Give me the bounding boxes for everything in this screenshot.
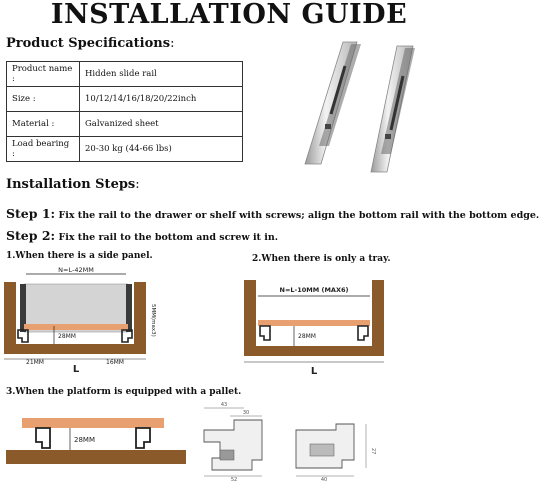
right-side-panel [134, 282, 146, 354]
spec-value: 20-30 kg (44-66 lbs) [80, 137, 243, 162]
spec-value: Hidden slide rail [80, 62, 243, 87]
slide-rail-product-image [285, 36, 455, 176]
specs-heading [6, 36, 174, 51]
dim-top-label: 43 [220, 402, 228, 408]
dim-bottom2-label: 40 [320, 477, 328, 483]
diagram-1-caption: 1.When there is a side panel. [6, 251, 153, 261]
step-1 [6, 206, 539, 221]
left-side-panel [4, 282, 16, 354]
page-title: INSTALLATION GUIDE [50, 0, 408, 30]
step-1-label: Step 1: [6, 206, 56, 221]
step-2-label: Step 2: [6, 228, 56, 243]
steps-heading-text: Installation Steps [6, 177, 136, 192]
step-1-text: Fix the rail to the drawer or shelf with screws; align the bottom rail with the bottom edge. [58, 210, 539, 221]
spec-value: Galvanized sheet [80, 112, 243, 137]
table-row [7, 87, 243, 112]
table-row [7, 137, 243, 162]
spec-key: Material : [7, 112, 80, 137]
length-label: L [72, 364, 80, 375]
specs-heading-text: Product Specifications [6, 36, 171, 51]
right-gap-label: 16MM [106, 359, 124, 366]
diagram-pallet [4, 402, 188, 474]
height-label: 28MM [74, 436, 95, 444]
dim-mid-label: 30 [242, 410, 250, 416]
diagram-3-caption: 3.When the platform is equipped with a pallet. [6, 387, 242, 397]
diagram-tray [240, 274, 390, 378]
specs-heading-suffix: : [170, 36, 175, 51]
steps-heading [6, 177, 140, 192]
height-label: 28MM [58, 333, 76, 340]
dim-bottom-label: 52 [230, 477, 238, 483]
pallet [22, 418, 164, 428]
diagram-2-caption: 2.When there is only a tray. [252, 254, 391, 264]
profile-1-roller [220, 450, 234, 460]
table-row [7, 62, 243, 87]
platform [6, 450, 186, 464]
width-label: N=L-42MM [58, 266, 94, 274]
length-label: L [310, 366, 318, 377]
width-label: N=L-10MM (MAX6) [279, 286, 349, 294]
table-row [7, 112, 243, 137]
spec-value: 10/12/14/16/18/20/22inch [80, 87, 243, 112]
steps-heading-suffix: : [135, 177, 140, 192]
spec-key: Size : [7, 87, 80, 112]
step-2 [6, 228, 458, 243]
bottom-panel [4, 344, 146, 354]
spec-table [6, 61, 243, 162]
rail-left [260, 326, 270, 340]
drawer-bottom [24, 324, 128, 330]
rail-right [136, 428, 150, 448]
rail-profile-drawings [190, 400, 456, 482]
profile-1 [204, 420, 262, 470]
side-label: 5MM(max3) [150, 304, 156, 337]
left-side-panel [244, 280, 256, 356]
rail-left [36, 428, 50, 448]
left-gap-label: 21MM [26, 359, 44, 366]
diagram-side-panel [2, 264, 160, 376]
tray [258, 320, 370, 326]
profile-2-roller [310, 444, 334, 456]
bottom-panel [244, 346, 384, 356]
step-2-text: Fix the rail to the bottom and screw it in. [58, 232, 279, 243]
spec-key: Product name : [7, 62, 80, 87]
spec-key: Load bearing : [7, 137, 80, 162]
rail-right [358, 326, 368, 340]
dim-side-label: 27 [370, 448, 376, 455]
height-label: 28MM [298, 333, 316, 340]
right-side-panel [372, 280, 384, 356]
